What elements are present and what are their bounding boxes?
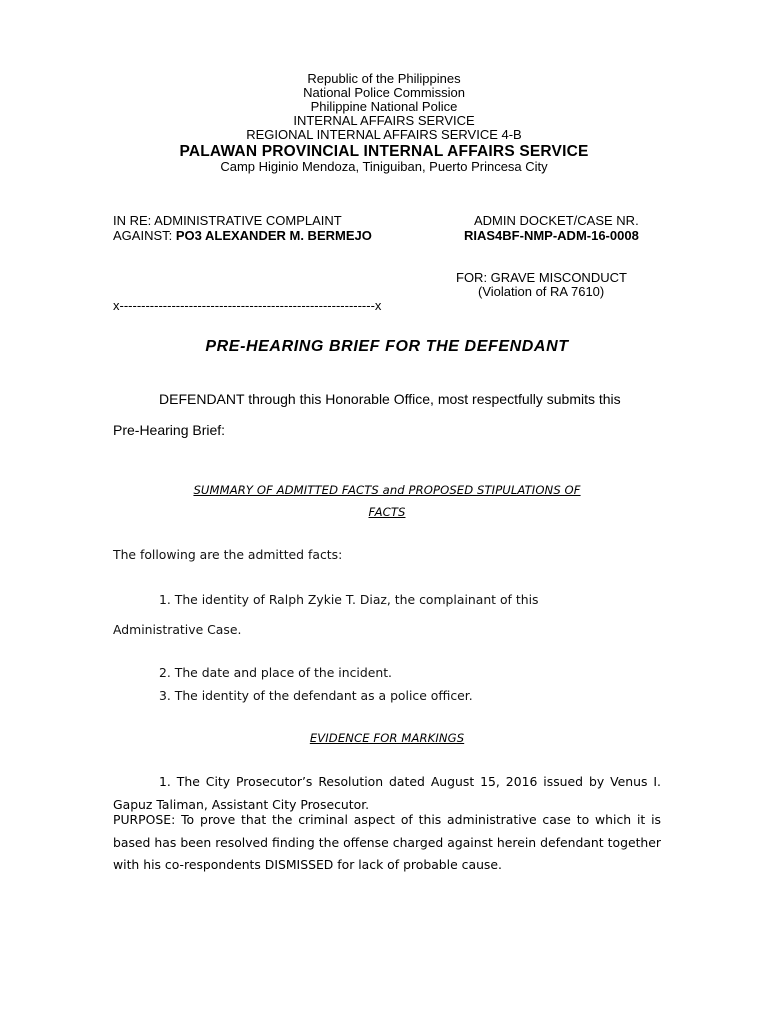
- letterhead-ias: INTERNAL AFFAIRS SERVICE: [293, 113, 475, 128]
- evidence-item-1: 1. The City Prosecutor’s Resolution dated August 15, 2016 issued by Venus I. Gapuz Taliman, Assistant City Prosecutor.: [113, 774, 661, 812]
- docket-number: RIAS4BF-NMP-ADM-16-0008: [464, 228, 639, 243]
- letterhead-pnp: Philippine National Police: [310, 99, 458, 114]
- summary-heading-line1: SUMMARY OF ADMITTED FACTS and PROPOSED STIPULATIONS OF: [193, 483, 581, 497]
- letterhead-napolcom: National Police Commission: [303, 85, 465, 100]
- caption-separator: x-----------------------------------------------------------x: [113, 298, 382, 313]
- document-title: PRE-HEARING BRIEF FOR THE DEFENDANT: [205, 338, 569, 355]
- case-against: [113, 228, 372, 243]
- case-in-re: IN RE: ADMINISTRATIVE COMPLAINT: [113, 213, 342, 228]
- letterhead-republic: Republic of the Philippines: [307, 71, 461, 86]
- docket-label: ADMIN DOCKET/CASE NR.: [474, 213, 639, 228]
- fact-item-1-line1: 1. The identity of Ralph Zykie T. Diaz, the complainant of this: [159, 592, 539, 607]
- evidence-purpose: PURPOSE: To prove that the criminal aspect of this administrative case to which it is based has been resolved finding the offense charged against herein defendant together with his co-respondents DISMISSED for lack of probable cause.: [113, 812, 661, 872]
- charge-violation: (Violation of RA 7610): [478, 284, 605, 299]
- fact-item-2: 2. The date and place of the incident.: [159, 665, 392, 680]
- case-against-name: PO3 ALEXANDER M. BERMEJO: [175, 228, 372, 243]
- intro-line1: DEFENDANT through this Honorable Office, most respectfully submits this: [159, 391, 621, 407]
- fact-item-1-line2: Administrative Case.: [113, 622, 242, 637]
- intro-line2: Pre-Hearing Brief:: [113, 422, 226, 438]
- case-against-label: AGAINST:: [113, 228, 176, 243]
- fact-item-3: 3. The identity of the defendant as a police officer.: [159, 688, 473, 703]
- evidence-heading: EVIDENCE FOR MARKINGS: [309, 731, 465, 745]
- charge-label: FOR: GRAVE MISCONDUCT: [456, 270, 627, 285]
- letterhead-office: PALAWAN PROVINCIAL INTERNAL AFFAIRS SERVICE: [179, 143, 589, 160]
- summary-heading-line2: FACTS: [368, 505, 406, 519]
- letterhead: [0, 72, 768, 174]
- admitted-facts-lead: The following are the admitted facts:: [113, 547, 343, 562]
- letterhead-address: Camp Higinio Mendoza, Tiniguiban, Puerto Princesa City: [220, 159, 548, 174]
- letterhead-regional: REGIONAL INTERNAL AFFAIRS SERVICE 4-B: [246, 127, 522, 142]
